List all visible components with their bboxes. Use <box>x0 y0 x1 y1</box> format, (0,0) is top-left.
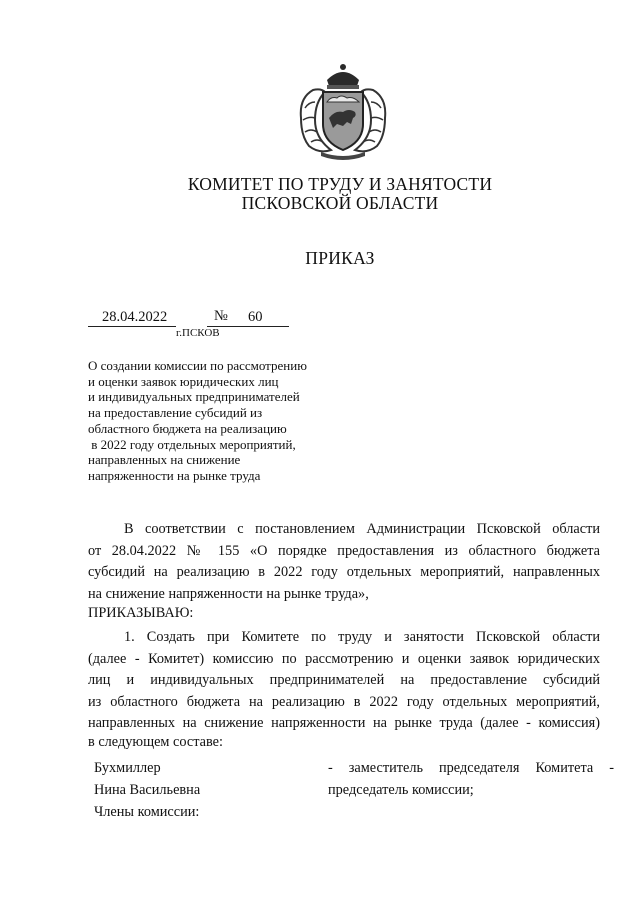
paragraph-line: лиц и индивидуальных предпринимателей на предоставление субсидий <box>88 672 600 688</box>
preamble-paragraph <box>88 519 600 605</box>
org-name-line2: ПСКОВСКОЙ ОБЛАСТИ <box>241 193 439 213</box>
document-subject <box>88 358 348 484</box>
subject-line: направленных на снижение <box>88 452 241 468</box>
document-number: 60 <box>248 309 263 325</box>
document-date: 28.04.2022 <box>102 309 168 325</box>
subject-line: напряженности на рынке труда <box>88 467 261 483</box>
document-city: г.ПСКОВ <box>176 327 220 339</box>
paragraph-line: (далее - Комитет) комиссию по рассмотрению и оценки заявок юридических <box>88 650 600 667</box>
subject-line: и оценки заявок юридических лиц <box>88 373 279 389</box>
subject-line: в 2022 году отдельных мероприятий, <box>88 436 296 452</box>
document-type: ПРИКАЗ <box>305 248 375 268</box>
chair-surname: Бухмиллер <box>94 760 161 776</box>
paragraph-line: 1. Создать при Комитете по труду и занятости Псковской области <box>124 629 600 645</box>
org-name-line1: КОМИТЕТ ПО ТРУДУ И ЗАНЯТОСТИ <box>187 174 493 194</box>
paragraph-line: субсидий на реализацию в 2022 году отдельных мероприятий, направленных <box>88 564 600 580</box>
chair-role-line2: председатель комиссии; <box>328 782 474 798</box>
subject-line: и индивидуальных предпринимателей <box>88 389 300 405</box>
chair-role-line1: - заместитель председателя Комитета - <box>328 760 614 776</box>
coat-of-arms-icon <box>291 58 395 164</box>
number-sign: № <box>214 308 228 324</box>
subject-line: на предоставление субсидий из <box>88 405 263 421</box>
members-label: Члены комиссии: <box>94 804 200 820</box>
paragraph-line: от 28.04.2022 № 155 «О порядке предоставления из областного бюджета <box>88 542 600 559</box>
paragraph-line: из областного бюджета на реализацию в 2022 году отдельных мероприятий, <box>88 693 600 710</box>
subject-line: областного бюджета на реализацию <box>88 420 287 436</box>
paragraph-line: в следующем составе: <box>88 734 223 750</box>
order-word: ПРИКАЗЫВАЮ: <box>88 605 194 621</box>
date-underline <box>88 326 176 327</box>
subject-line: О создании комиссии по рассмотрению <box>88 358 307 373</box>
paragraph-line: на снижение напряженности на рынке труда», <box>88 585 369 602</box>
chair-given-names: Нина Васильевна <box>94 782 201 798</box>
paragraph-line: В соответствии с постановлением Администрации Псковской области <box>124 521 600 537</box>
paragraph-line: направленных на снижение напряженности на рынке труда (далее - комиссия) <box>88 715 600 731</box>
order-item-1 <box>88 627 600 735</box>
